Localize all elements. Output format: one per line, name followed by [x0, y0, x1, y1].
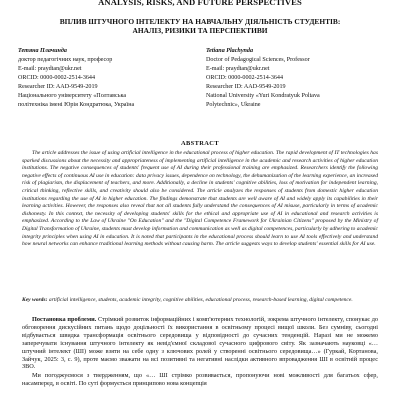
author-name: Тетяна Плачинда: [18, 48, 67, 54]
author-orcid: ORCID: 0000-0002-2514-3644: [18, 75, 96, 81]
abstract-text: The article addresses the issue of using artificial intelligence in the educational process of higher education. The rapid development of IT technologies has sparked discussions about the necessity and appropriateness of implementing artificial intelligence in the academic and research activities of higher education institutions. The negative consequences of students' frequent use of AI during their professional training are emphasized. Researchers identify the following negative effects of continuous AI use in education: data privacy issues, dependence on technology, the dehumanization of the learning experience, an increased risk of plagiarism, the displacement of teachers, and more. Additionally, a decline in students' cognitive abilities, loss of motivation for independent learning, critical thinking, reflective skills, and creativity should also be considered. The article analyzes the responses of students from domestic higher education institutions regarding the use of AI in higher education. The findings demonstrate that students are well aware of AI and widely apply its capabilities in their learning activities. However, the responses also reveal that not all students fully understand the consequences of AI misuse, particularly in terms of academic dishonesty. In this context, the necessity of developing students' skills for the ethical and appropriate use of AI in educational and research activities is emphasized. According to the Law of Ukraine "On Education" and the "Digital Competence Framework for Ukrainian Citizens" proposed by the Ministry of Digital Transformation of Ukraine, students must develop information and communication as well as digital competences, particularly by adhering to academic integrity principles when using AI in education. It is noted that participants in the educational process should learn to use AI tools effectively and understand how neural networks can enhance traditional learning methods without causing harm. The article suggests ways to develop students' essential skills for AI use.: [22, 150, 378, 248]
paragraph-text: Ми погоджуємося з твердженням, що «… ШІ стрімко розвивається, пропонуючи нові можливості для багатьох сфер, насамперед, в освіті. По суті формується принципово нова концепція: [22, 372, 378, 388]
author-email: E-mail: praydtan@ukr.net: [206, 66, 270, 72]
author-affiliation-line-2: політехніка імені Юрія Кондратюка, Україна: [18, 102, 135, 108]
author-ukrainian: [18, 47, 190, 110]
article-title-line-1: ВПЛИВ ШТУЧНОГО ІНТЕЛЕКТУ НА НАВЧАЛЬНУ ДІЯЛЬНІСТЬ СТУДЕНТІВ:: [59, 17, 341, 26]
section-lead: Постановка проблеми.: [32, 316, 97, 323]
author-affiliation-line-1: National University «Yuri Kondratyuk Poltava: [206, 93, 320, 99]
author-email: E-mail: praydtan@ukr.net: [18, 66, 82, 72]
body-paragraph: [22, 372, 378, 388]
keywords-text: artificial intelligence, students, academic integrity, cognitive abilities, educational process, research-based learning, digital competence.: [48, 297, 353, 303]
keywords: [22, 297, 378, 305]
author-name: Tetiana Plachynda: [206, 48, 254, 54]
author-degree: Doctor of Pedagogical Sciences, Professor: [206, 57, 310, 63]
author-english: [206, 47, 378, 110]
article-title-line-2: АНАЛІЗ, РИЗИКИ ТА ПЕРСПЕКТИВИ: [132, 26, 268, 35]
paragraph-text: Стрімкий розвиток інформаційних і комп'ютерних технологій, зокрема штучного інтелекту, спонукає до обговорення дискусійних питань щодо доцільності їх використання в освітньому процесі вищої школи. Без сумніву, сьогодні відбувається швидка трансформація освітнього середовища у відповідності до сучасних тенденцій. Наразі ми не можемо заперечувати існування штучного інтелекту як невід'ємної складової сучасного цифрового світу. Як зазначають науковці «… штучний інтелект (ШІ) може взяти на себе одну з ключових ролей у створенні освітнього середовища…» (Гуркай, Кортанова, Зайчук, 2025: 3, с. 9), проте маємо зважати на всі позитивні та негативні наслідки активного впровадження ШІ в освітній процес ЗВО.: [22, 316, 379, 371]
keywords-label: Key words:: [22, 297, 48, 303]
author-affiliation-line-2: Polytechnic», Ukraine: [206, 102, 261, 108]
author-orcid: ORCID: 0000-0002-2514-3644: [206, 75, 284, 81]
author-affiliation-line-1: Національного університету «Полтавська: [18, 93, 127, 99]
article-body: [22, 316, 378, 389]
author-researcher-id: Researcher ID: AAD-9549-2019: [206, 84, 286, 90]
author-researcher-id: Researcher ID: AAD-9549-2019: [18, 84, 98, 90]
previous-article-title: ANALYSIS, RISKS, AND FUTURE PERSPECTIVES: [98, 0, 302, 7]
author-degree: доктор педагогічних наук, професор: [18, 57, 113, 63]
abstract-heading: ABSTRACT: [180, 140, 219, 147]
body-paragraph: [22, 316, 378, 371]
